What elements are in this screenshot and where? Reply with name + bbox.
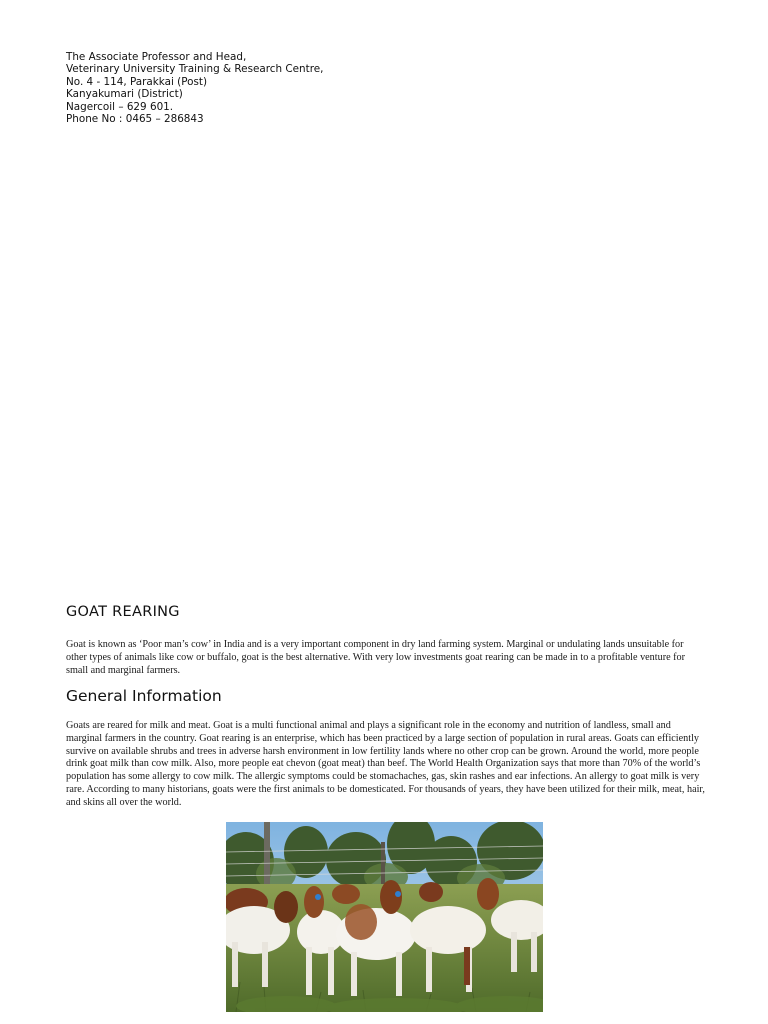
- address-line: Veterinary University Training & Research Centre,: [66, 63, 324, 76]
- address-line: Kanyakumari (District): [66, 88, 183, 101]
- goats-photo: [226, 822, 543, 1012]
- general-information-paragraph: Goats are reared for milk and meat. Goat is a multi functional animal and plays a significant role in the economy and nutrition of landless, small and marginal farmers in the country. Goat rearing is an enterprise, which has been practiced by a large section of population in rural areas. Goats can efficiently survive on available shrubs and trees in adverse harsh environment in low fertility lands where no other crop can be grown. Around the world, more people drink goat milk than cow milk. Also, more people eat chevon (goat meat) than beef. The World Health Organization says that more than 70% of the world’s population has some allergy to cow milk. The allergic symptoms could be stomachaches, gas, skin rashes and ear infections. An allergy to goat milk is very rare. According to many historians, goats were the first animals to be domesticated. For thousands of years, they have been utilized for their milk, meat, hair, and skins all over the world.: [66, 720, 705, 808]
- section-heading-goat-rearing: GOAT REARING: [66, 604, 180, 620]
- address-block: [66, 51, 323, 125]
- address-line: No. 4 - 114, Parakkai (Post): [66, 75, 208, 88]
- address-line: The Associate Professor and Head,: [66, 51, 247, 63]
- section-heading-general-information: General Information: [66, 687, 222, 705]
- intro-paragraph: Goat is known as ‘Poor man’s cow’ in India and is a very important component in dry land farming system. Marginal or undulating lands unsuitable for other types of animals like cow or buffalo, goat is the best alternative. With very low investments goat rearing can be made in to a profitable venture for small and marginal farmers.: [66, 639, 686, 676]
- address-line: Nagercoil – 629 601.: [66, 100, 174, 113]
- phone-line: Phone No : 0465 – 286843: [66, 113, 204, 126]
